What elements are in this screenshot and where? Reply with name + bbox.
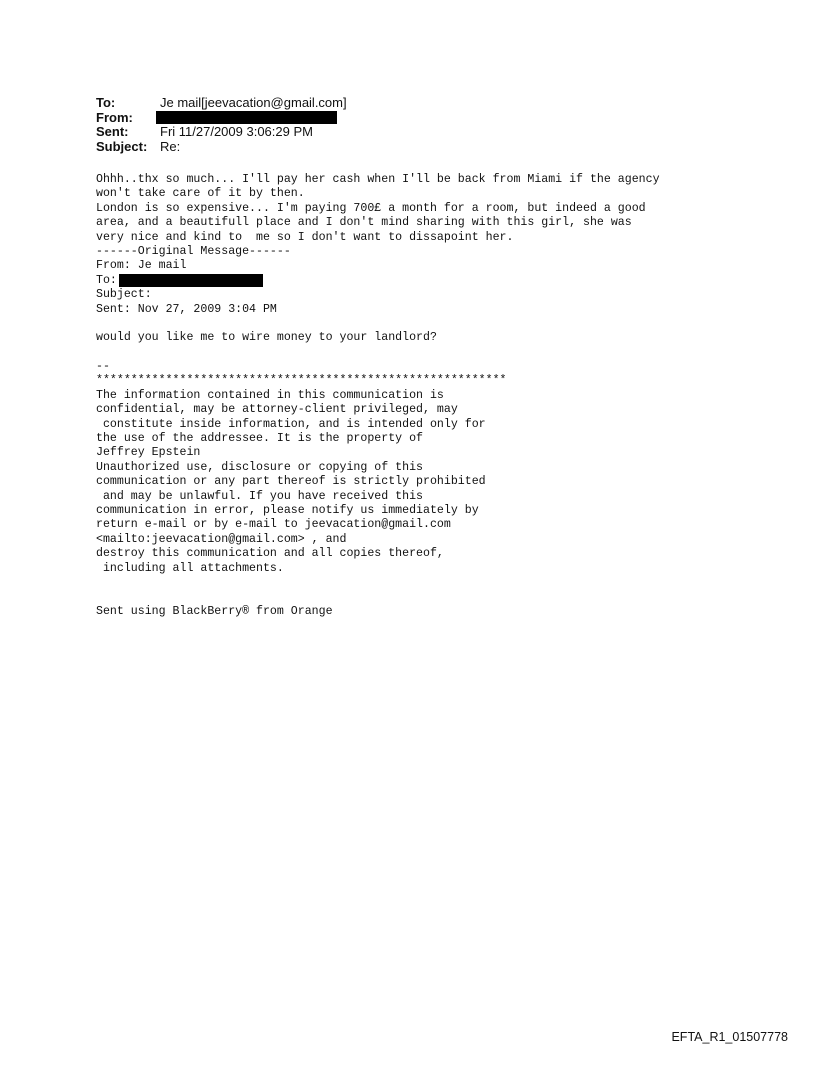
signature-dash: --	[96, 360, 110, 374]
to-label: To:	[96, 95, 116, 110]
to-row	[96, 96, 347, 111]
sent-value: Fri 11/27/2009 3:06:29 PM	[160, 124, 313, 139]
reply-line: very nice and kind to me so I don't want to dissapoint her.	[96, 230, 514, 244]
disclaimer-line: the use of the addressee. It is the property of	[96, 432, 423, 446]
disclaimer-line: communication in error, please notify us immediately by	[96, 503, 479, 517]
signature-line: Sent using BlackBerry® from Orange	[96, 604, 333, 618]
sent-label: Sent:	[96, 124, 129, 139]
blank-line	[96, 576, 776, 590]
disclaimer-line: including all attachments.	[96, 561, 284, 575]
stars-divider: ***********************************************************	[96, 374, 507, 388]
subject-row	[96, 140, 347, 155]
document-id: EFTA_R1_01507778	[671, 1030, 788, 1044]
original-to-row	[96, 274, 776, 288]
disclaimer-line: Unauthorized use, disclosure or copying of this	[96, 460, 423, 474]
subject-value: Re:	[160, 138, 181, 154]
disclaimer-line: confidential, may be attorney-client privileged, may	[96, 403, 458, 417]
email-body	[96, 173, 776, 619]
disclaimer-line: <mailto:jeevacation@gmail.com> , and	[96, 532, 347, 546]
disclaimer-line: communication or any part thereof is strictly prohibited	[96, 475, 486, 489]
disclaimer-line: and may be unlawful. If you have received this	[96, 489, 423, 503]
disclaimer-line: constitute inside information, and is intended only for	[96, 417, 486, 431]
reply-line: Ohhh..thx so much... I'll pay her cash when I'll be back from Miami if the agency	[96, 173, 660, 186]
from-row	[96, 111, 347, 126]
from-redaction	[156, 111, 337, 124]
original-from: From: Je mail	[96, 259, 187, 273]
original-message-divider: ------Original Message------	[96, 244, 291, 258]
question-line: would you like me to wire money to your landlord?	[96, 331, 437, 345]
reply-line: area, and a beautifull place and I don't mind sharing with this girl, she was	[96, 216, 632, 230]
blank-line	[96, 317, 776, 331]
to-value: Je mail[jeevacation@gmail.com]	[160, 95, 347, 110]
to-redaction	[119, 274, 263, 287]
original-subject: Subject:	[96, 288, 152, 302]
blank-line	[96, 590, 776, 604]
blank-line	[96, 346, 776, 360]
original-sent: Sent: Nov 27, 2009 3:04 PM	[96, 302, 277, 316]
disclaimer-line: The information contained in this communication is	[96, 388, 444, 402]
subject-label: Subject:	[96, 138, 148, 154]
from-label: From:	[96, 109, 133, 125]
email-header	[96, 96, 347, 154]
reply-line: won't take care of it by then.	[96, 187, 305, 201]
original-to-label: To:	[96, 273, 117, 287]
disclaimer-line: return e-mail or by e-mail to jeevacation@gmail.com	[96, 518, 451, 532]
disclaimer-line: Jeffrey Epstein	[96, 446, 201, 460]
disclaimer-line: destroy this communication and all copies thereof,	[96, 547, 444, 561]
reply-line: London is so expensive... I'm paying 700£ a month for a room, but indeed a good	[96, 201, 646, 215]
sent-row	[96, 125, 347, 140]
